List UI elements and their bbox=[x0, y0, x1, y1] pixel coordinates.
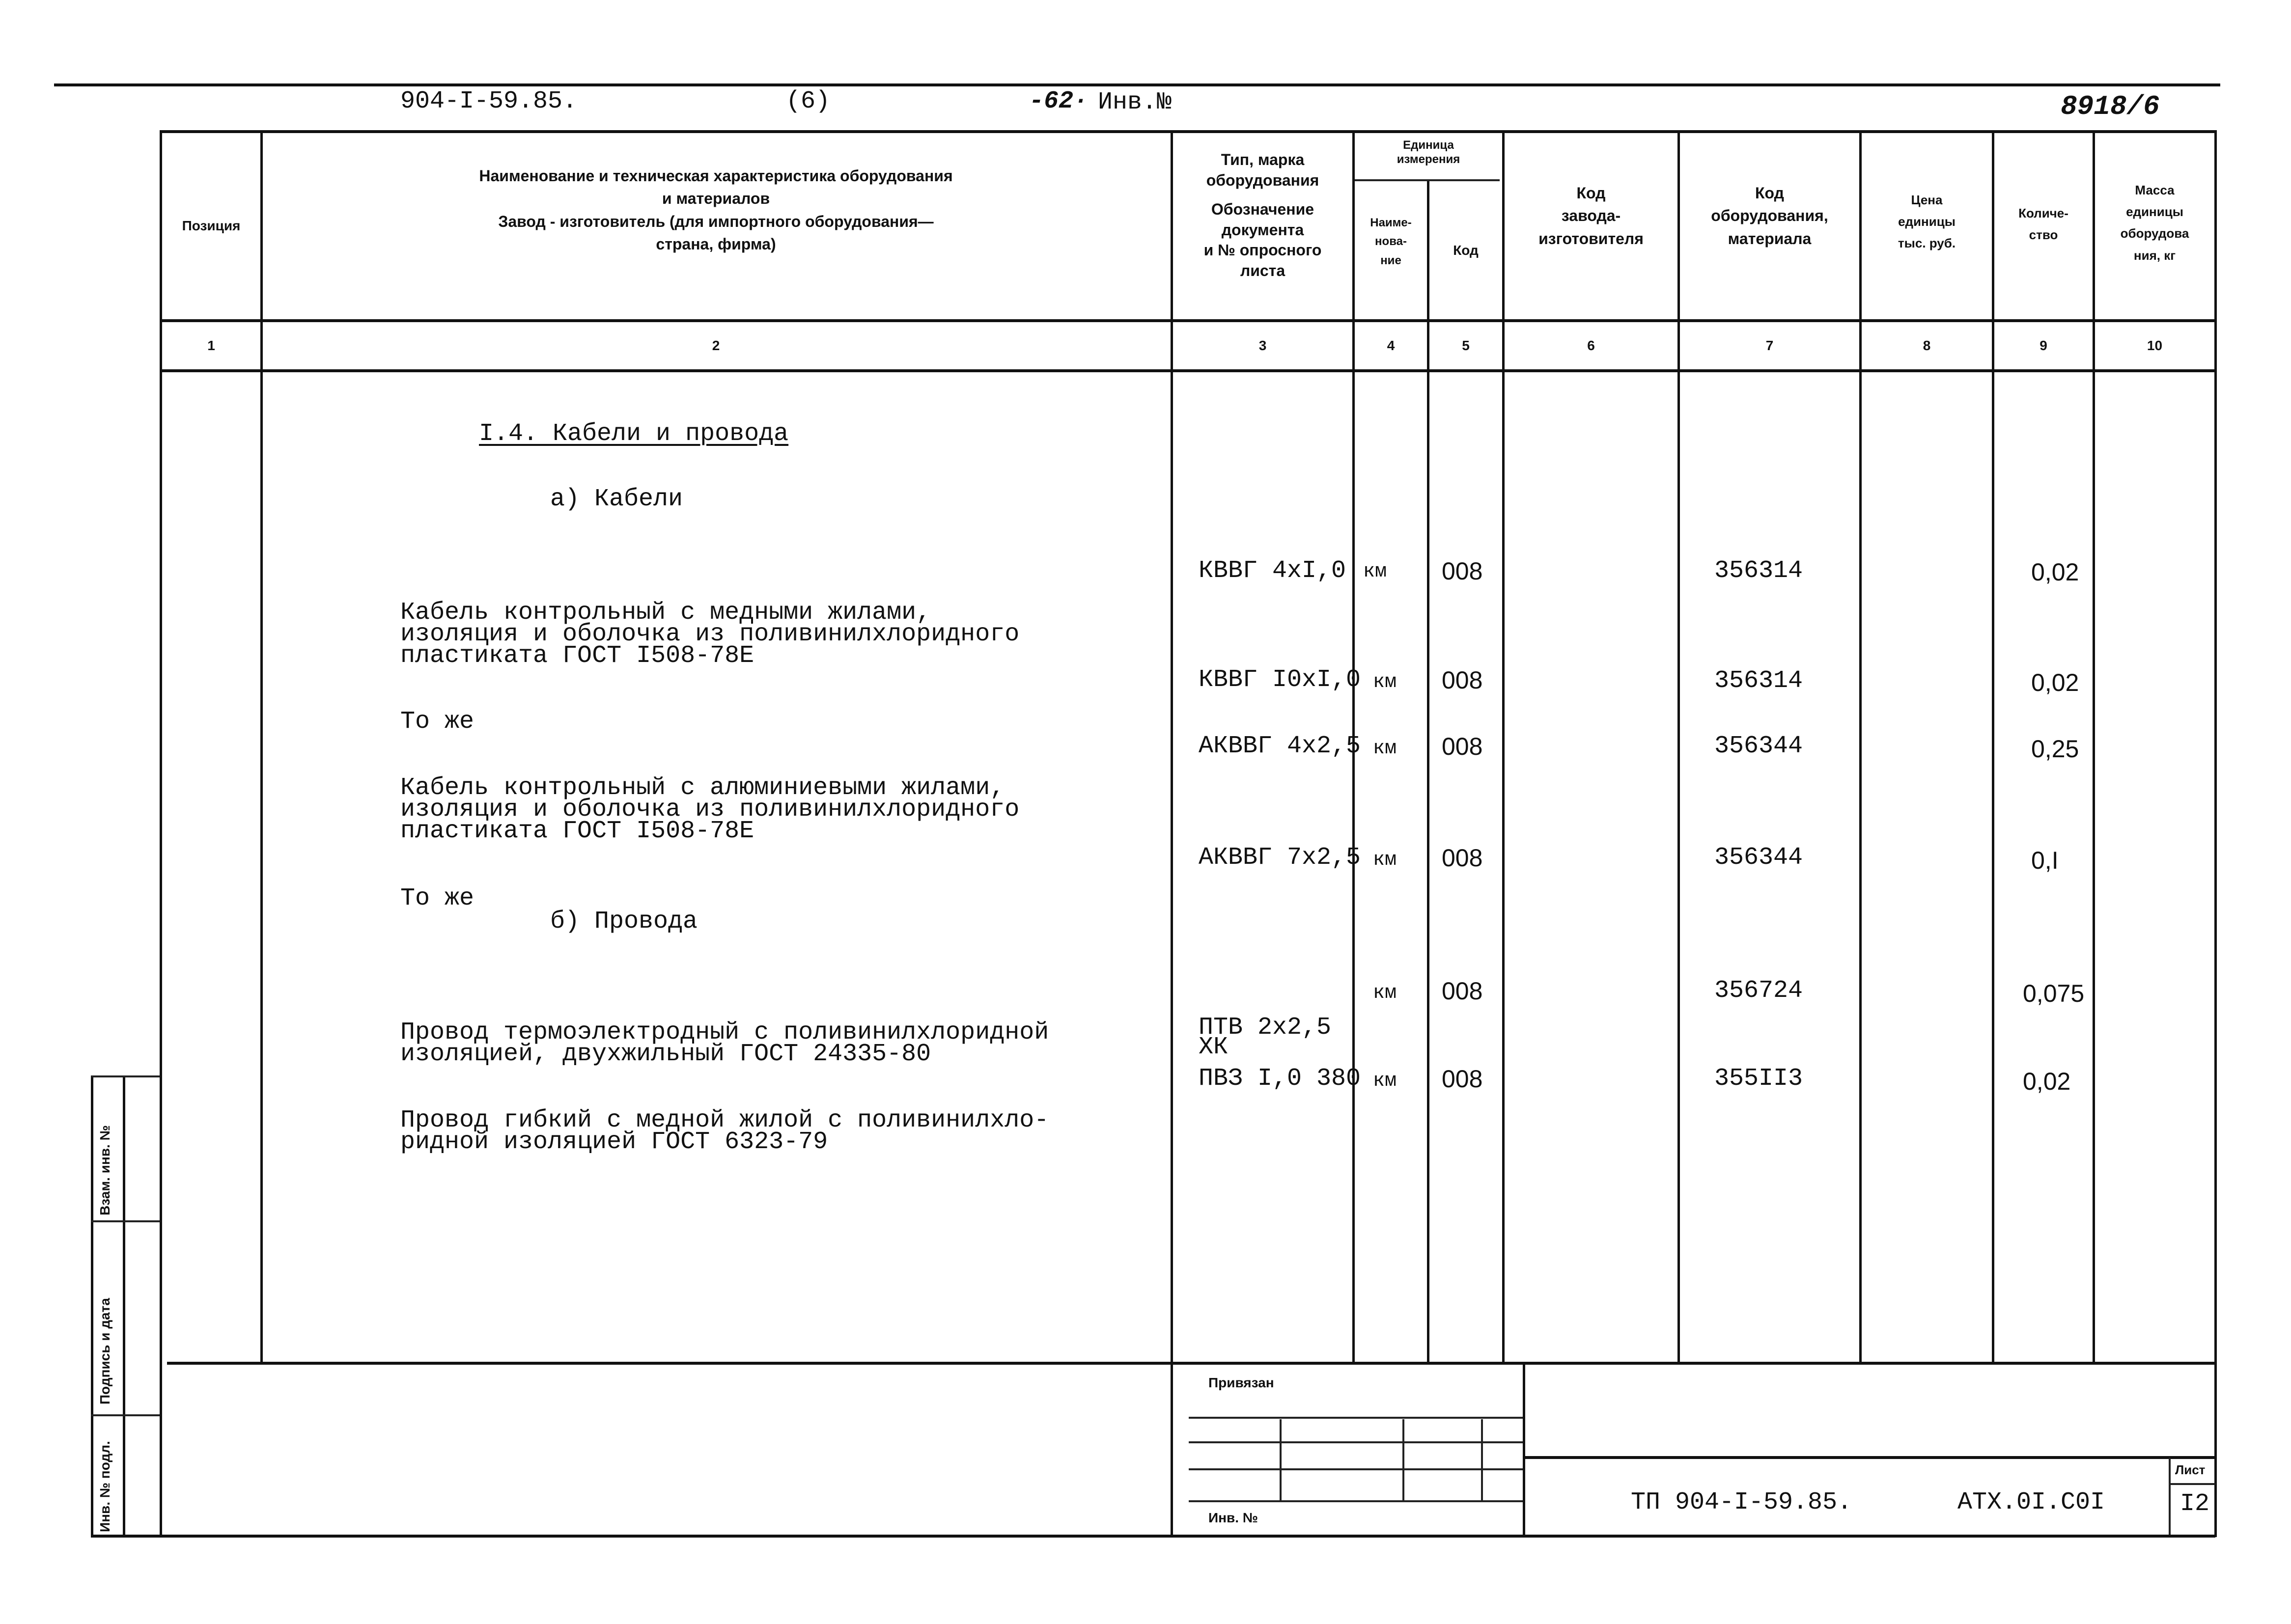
table-row-type: АКВВГ 7х2,5 bbox=[1199, 844, 1361, 872]
subsection-wires: б) Провода bbox=[550, 908, 698, 936]
table-row-name: То же bbox=[400, 884, 475, 912]
inv-number-handwritten: 8918/6 bbox=[2061, 91, 2160, 122]
table-top-line bbox=[160, 130, 2215, 133]
unit-group-divider bbox=[1355, 179, 1500, 181]
vline-4 bbox=[1427, 179, 1429, 1363]
colnum-9: 9 bbox=[2040, 338, 2047, 353]
table-row-qty: 0,075 bbox=[2023, 980, 2085, 1007]
header-factory-code: Код завода- изготовителя bbox=[1538, 184, 1644, 248]
vline-8 bbox=[1992, 130, 1994, 1363]
bound-line-1 bbox=[1189, 1417, 1523, 1419]
table-row-unit: км bbox=[1373, 738, 1397, 760]
table-row-qty: 0,02 bbox=[2023, 1068, 2071, 1095]
bound-vline-2 bbox=[1402, 1419, 1404, 1500]
header-bottom-line bbox=[160, 319, 2215, 322]
colnum-1: 1 bbox=[207, 338, 215, 353]
table-row-equip-code: 356724 bbox=[1714, 977, 1803, 1005]
header-mass: Масса единицы оборудова ния, кг bbox=[2120, 183, 2189, 263]
bound-line-2 bbox=[1189, 1441, 1523, 1443]
drawing-code: АТХ.0I.С0I bbox=[1957, 1488, 2105, 1516]
table-row-qty: 0,25 bbox=[2031, 735, 2079, 763]
table-row-type: ПТВ 2х2,5 ХК bbox=[1199, 1014, 1332, 1061]
side-stamp-divider-2 bbox=[91, 1414, 160, 1416]
side-stamp-right-line bbox=[123, 1075, 125, 1537]
sheet-number: I2 bbox=[2180, 1490, 2210, 1518]
header-name: Наименование и техническая характеристика оборудования и материалов Завод - изготовитель (для импортного оборудования— страна, фирма) bbox=[479, 167, 953, 253]
side-label-sign-date: Подпись и дата bbox=[97, 1298, 112, 1404]
colnum-8: 8 bbox=[1923, 338, 1931, 353]
table-row-name: Провод термоэлектродный с поливинилхлоридной изоляцией, двухжильный ГОСТ 24335-80 bbox=[400, 1018, 1049, 1068]
section-title: I.4. Кабели и провода bbox=[479, 420, 789, 448]
colnum-7: 7 bbox=[1765, 338, 1774, 353]
page-mark: -62· bbox=[1029, 87, 1089, 115]
vline-5 bbox=[1502, 130, 1505, 1363]
sheet-cell-divider bbox=[2169, 1458, 2171, 1535]
table-row-equip-code: 356314 bbox=[1714, 557, 1803, 585]
table-row-code: 008 bbox=[1442, 666, 1483, 694]
colnum-bottom-line bbox=[160, 369, 2215, 372]
doc-reference: ТП 904-I-59.85. bbox=[1631, 1488, 1852, 1516]
header-quantity: Количе- ство bbox=[2018, 206, 2068, 243]
bound-line-4 bbox=[1189, 1500, 1523, 1502]
vline-1 bbox=[260, 130, 263, 1363]
colnum-10: 10 bbox=[2147, 338, 2163, 353]
doc-code: 904-I-59.85. bbox=[400, 87, 578, 115]
colnum-4: 4 bbox=[1387, 338, 1395, 353]
side-stamp-left-line bbox=[91, 1075, 93, 1537]
table-row-equip-code: 356344 bbox=[1714, 732, 1803, 760]
side-stamp-divider-1 bbox=[91, 1220, 160, 1222]
vline-9 bbox=[2093, 130, 2095, 1363]
table-row-qty: 0,02 bbox=[2031, 669, 2079, 696]
table-row-unit: км bbox=[1373, 671, 1397, 693]
table-row-type: КВВГ 4хI,0 bbox=[1199, 557, 1346, 585]
part-number: (6) bbox=[786, 87, 831, 115]
vline-7 bbox=[1859, 130, 1862, 1363]
table-row-name: Провод гибкий с медной жилой с поливинилхло- ридной изоляцией ГОСТ 6323-79 bbox=[400, 1106, 1049, 1156]
table-row-equip-code: 356314 bbox=[1714, 667, 1803, 695]
inv-label: Инв.№ bbox=[1098, 88, 1172, 116]
table-row-unit: км bbox=[1373, 982, 1397, 1004]
bound-label: Привязан bbox=[1208, 1375, 1274, 1390]
table-row-code: 008 bbox=[1442, 844, 1483, 872]
header-position: Позиция bbox=[182, 218, 241, 233]
top-border-line bbox=[54, 83, 2220, 86]
table-row-type: АКВВГ 4х2,5 bbox=[1199, 732, 1361, 760]
table-row-code: 008 bbox=[1442, 733, 1483, 760]
sheet-label: Лист bbox=[2175, 1462, 2206, 1477]
table-row-unit: км bbox=[1363, 561, 1387, 583]
table-row-code: 008 bbox=[1442, 977, 1483, 1005]
header-type: Тип, марка оборудования Обозначение документа и № опросного листа bbox=[1203, 151, 1322, 279]
header-price: Цена единицы тыс. руб. bbox=[1898, 193, 1956, 251]
bound-vline-3 bbox=[1481, 1419, 1483, 1500]
table-row-unit: км bbox=[1373, 1070, 1397, 1092]
table-row-code: 008 bbox=[1442, 557, 1483, 585]
header-unit-code: Код bbox=[1453, 243, 1479, 258]
side-label-inv-podl: Инв. № подл. bbox=[97, 1441, 112, 1532]
vline-6 bbox=[1677, 130, 1680, 1363]
page-bottom-line bbox=[91, 1535, 2215, 1538]
title-block-inner-line bbox=[1525, 1456, 2215, 1459]
table-bottom-line bbox=[167, 1362, 2215, 1365]
header-unit-group: Единица измерения bbox=[1397, 138, 1460, 166]
table-row-name: Кабель контрольный с медными жилами, изоляция и оболочка из поливинилхлоридного пластиката ГОСТ I508-78Е bbox=[400, 599, 1020, 670]
table-row-unit: км bbox=[1373, 849, 1397, 871]
header-unit-name: Наиме- нова- ние bbox=[1370, 216, 1412, 267]
title-block-divider bbox=[1523, 1363, 1525, 1535]
table-row-type: ПВЗ I,0 380 bbox=[1199, 1065, 1361, 1093]
colnum-6: 6 bbox=[1587, 338, 1595, 353]
table-row-name: Кабель контрольный с алюминиевыми жилами, изоляция и оболочка из поливинилхлоридного пластиката ГОСТ I508-78Е bbox=[400, 774, 1020, 845]
side-label-vzam-inv: Взам. инв. № bbox=[97, 1125, 112, 1215]
table-row-qty: 0,I bbox=[2031, 847, 2059, 874]
table-row-type: КВВГ I0хI,0 bbox=[1199, 666, 1361, 694]
table-row-code: 008 bbox=[1442, 1065, 1483, 1093]
colnum-2: 2 bbox=[712, 338, 720, 353]
colnum-5: 5 bbox=[1462, 338, 1470, 353]
side-stamp-top bbox=[91, 1075, 160, 1077]
bound-line-3 bbox=[1189, 1468, 1523, 1470]
table-row-qty: 0,02 bbox=[2031, 558, 2079, 586]
subsection-cables: а) Кабели bbox=[550, 485, 683, 513]
table-row-equip-code: 355II3 bbox=[1714, 1065, 1803, 1093]
table-row-name: То же bbox=[400, 708, 475, 736]
inv-no-label: Инв. № bbox=[1208, 1510, 1258, 1525]
header-equipment-code: Код оборудования, материала bbox=[1711, 184, 1828, 248]
colnum-3: 3 bbox=[1258, 338, 1267, 353]
sheet-cell-line bbox=[2170, 1483, 2215, 1485]
table-row-equip-code: 356344 bbox=[1714, 844, 1803, 872]
bound-vline-1 bbox=[1280, 1419, 1282, 1500]
vline-right bbox=[2214, 130, 2217, 1537]
